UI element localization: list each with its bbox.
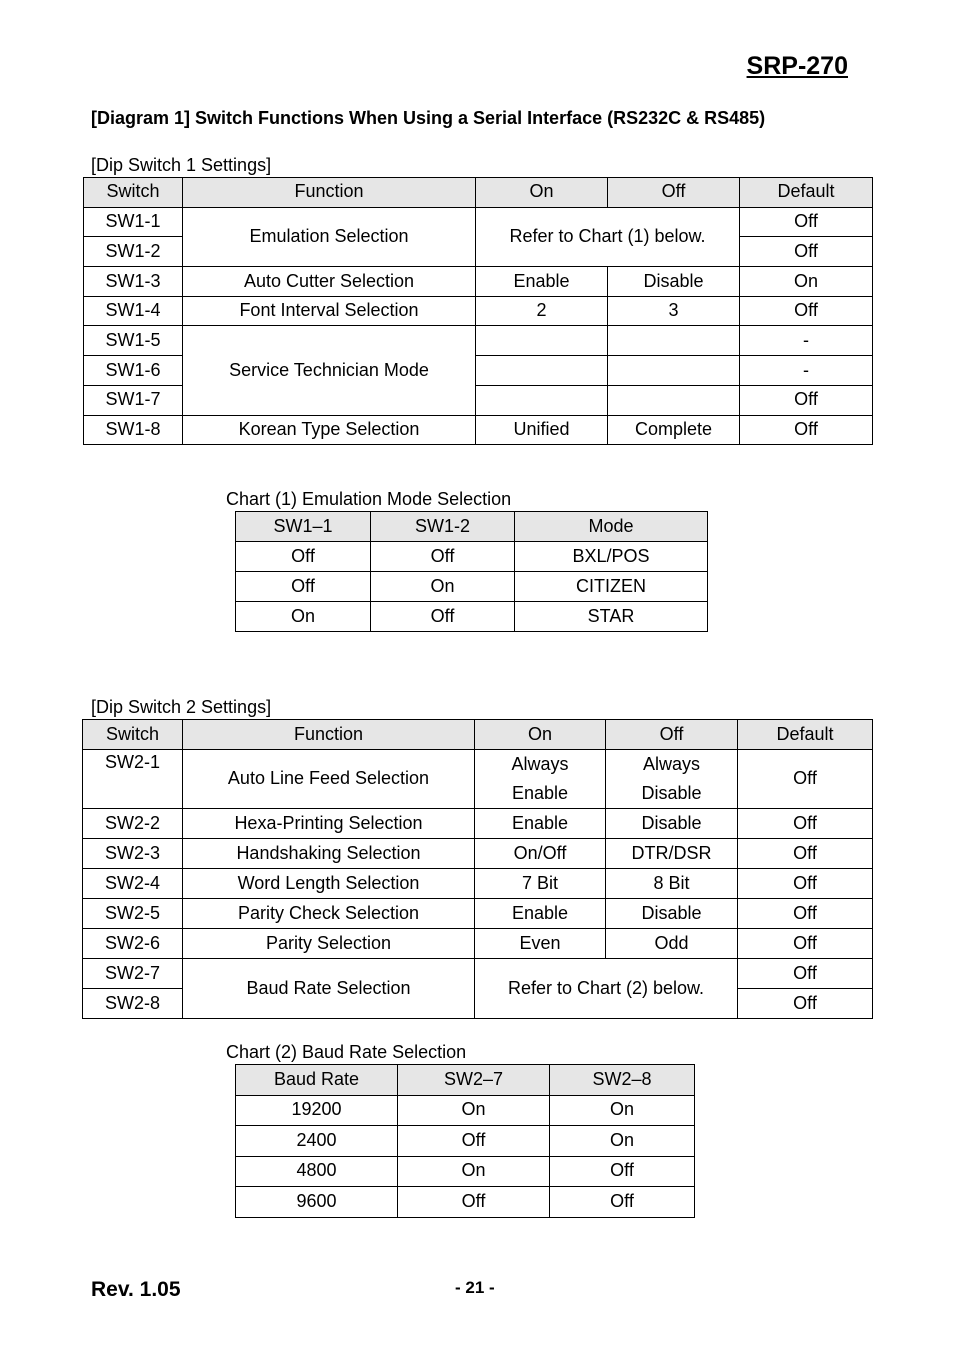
header-cell: Off bbox=[606, 720, 738, 750]
diagram-title: [Diagram 1] Switch Functions When Using a Serial Interface (RS232C & RS485) bbox=[91, 108, 766, 128]
on-cell bbox=[476, 385, 608, 415]
table-row bbox=[83, 929, 873, 959]
table-header-row bbox=[236, 1065, 695, 1096]
table-cell: 4800 bbox=[236, 1156, 398, 1187]
switch-cell: SW2-1 bbox=[83, 750, 183, 809]
table-cell: BXL/POS bbox=[515, 542, 708, 572]
header-cell: SW1-2 bbox=[371, 512, 515, 542]
switch-cell: SW1-3 bbox=[84, 267, 183, 297]
default-cell: Off bbox=[738, 959, 873, 989]
table-cell: Off bbox=[398, 1187, 550, 1218]
header-cell: Baud Rate bbox=[236, 1065, 398, 1096]
function-cell: Auto Line Feed Selection bbox=[183, 750, 475, 809]
function-cell: Service Technician Mode bbox=[183, 326, 476, 415]
switch-cell: SW2-6 bbox=[83, 929, 183, 959]
refer-cell: Refer to Chart (2) below. bbox=[475, 959, 738, 1019]
off-cell: 3 bbox=[608, 296, 740, 326]
header-cell: Off bbox=[608, 178, 740, 208]
table-cell: 2400 bbox=[236, 1126, 398, 1157]
model-title: SRP-270 bbox=[746, 52, 848, 80]
off-cell: Odd bbox=[606, 929, 738, 959]
on-cell: Even bbox=[475, 929, 606, 959]
default-cell: Off bbox=[740, 237, 873, 267]
default-cell: Off bbox=[740, 385, 873, 415]
table-cell: Off bbox=[236, 572, 371, 602]
switch-cell: SW2-3 bbox=[83, 839, 183, 869]
table-cell: 9600 bbox=[236, 1187, 398, 1218]
switch-cell: SW1-7 bbox=[84, 385, 183, 415]
switch-cell: SW1-5 bbox=[84, 326, 183, 356]
table-row bbox=[236, 1095, 695, 1126]
header-cell: Mode bbox=[515, 512, 708, 542]
table-cell: 19200 bbox=[236, 1095, 398, 1126]
table-cell: STAR bbox=[515, 602, 708, 632]
table-header-row bbox=[236, 512, 708, 542]
switch-cell: SW1-6 bbox=[84, 356, 183, 386]
chart2-caption: Chart (2) Baud Rate Selection bbox=[226, 1042, 467, 1062]
table-cell: Off bbox=[398, 1126, 550, 1157]
on-cell: Enable bbox=[476, 267, 608, 297]
table-cell: CITIZEN bbox=[515, 572, 708, 602]
on-line-2: Enable bbox=[511, 783, 569, 803]
default-cell: Off bbox=[740, 207, 873, 237]
header-cell: SW2–7 bbox=[398, 1065, 550, 1096]
off-cell bbox=[608, 326, 740, 356]
off-cell: DTR/DSR bbox=[606, 839, 738, 869]
table-cell: On bbox=[398, 1095, 550, 1126]
table-cell: On bbox=[550, 1095, 695, 1126]
table-cell: On bbox=[236, 602, 371, 632]
chart2-table bbox=[235, 1064, 695, 1218]
default-cell: Off bbox=[738, 929, 873, 959]
on-cell: Enable bbox=[475, 809, 606, 839]
default-cell: Off bbox=[738, 839, 873, 869]
table-row bbox=[236, 572, 708, 602]
switch-cell: SW2-7 bbox=[83, 959, 183, 989]
header-cell: Function bbox=[183, 720, 475, 750]
off-line-1: Always bbox=[642, 754, 700, 774]
off-cell: Complete bbox=[608, 415, 740, 445]
table-header-row bbox=[84, 178, 873, 208]
on-cell: 2 bbox=[476, 296, 608, 326]
table-row bbox=[83, 899, 873, 929]
default-cell: Off bbox=[740, 296, 873, 326]
function-cell: Auto Cutter Selection bbox=[183, 267, 476, 297]
on-line-1: Always bbox=[511, 754, 569, 774]
switch-cell: SW2-4 bbox=[83, 869, 183, 899]
function-cell: Hexa-Printing Selection bbox=[183, 809, 475, 839]
default-cell: Off bbox=[738, 899, 873, 929]
table-cell: Off bbox=[550, 1156, 695, 1187]
default-cell: On bbox=[740, 267, 873, 297]
default-cell: Off bbox=[738, 809, 873, 839]
off-cell: Disable bbox=[608, 267, 740, 297]
default-cell: Off bbox=[738, 869, 873, 899]
header-cell: Default bbox=[738, 720, 873, 750]
table-row bbox=[83, 959, 873, 989]
on-cell: 7 Bit bbox=[475, 869, 606, 899]
dip2-table bbox=[82, 719, 873, 1019]
on-cell bbox=[475, 750, 606, 809]
function-cell: Baud Rate Selection bbox=[183, 959, 475, 1019]
on-cell bbox=[476, 326, 608, 356]
table-cell: Off bbox=[550, 1187, 695, 1218]
default-cell: Off bbox=[738, 989, 873, 1019]
on-cell: On/Off bbox=[475, 839, 606, 869]
header-cell: On bbox=[476, 178, 608, 208]
table-cell: On bbox=[371, 572, 515, 602]
table-row bbox=[83, 809, 873, 839]
table-row bbox=[83, 839, 873, 869]
header-cell: SW2–8 bbox=[550, 1065, 695, 1096]
switch-cell: SW2-2 bbox=[83, 809, 183, 839]
header-cell: Default bbox=[740, 178, 873, 208]
table-row bbox=[84, 326, 873, 356]
default-cell: Off bbox=[738, 750, 873, 809]
table-cell: On bbox=[550, 1126, 695, 1157]
chart1-table bbox=[235, 511, 708, 632]
switch-cell: SW2-5 bbox=[83, 899, 183, 929]
table-row bbox=[236, 602, 708, 632]
off-cell bbox=[606, 750, 738, 809]
on-cell bbox=[476, 356, 608, 386]
on-cell: Enable bbox=[475, 899, 606, 929]
table-row bbox=[84, 267, 873, 297]
header-cell: Switch bbox=[84, 178, 183, 208]
function-cell: Korean Type Selection bbox=[183, 415, 476, 445]
table-cell: Off bbox=[371, 542, 515, 572]
header-cell: Function bbox=[183, 178, 476, 208]
dip2-caption: [Dip Switch 2 Settings] bbox=[91, 697, 272, 717]
function-cell: Font Interval Selection bbox=[183, 296, 476, 326]
table-cell: Off bbox=[371, 602, 515, 632]
refer-cell: Refer to Chart (1) below. bbox=[476, 207, 740, 266]
function-cell: Emulation Selection bbox=[183, 207, 476, 266]
off-cell bbox=[608, 356, 740, 386]
header-cell: Switch bbox=[83, 720, 183, 750]
table-cell: On bbox=[398, 1156, 550, 1187]
function-cell: Parity Selection bbox=[183, 929, 475, 959]
chart1-caption: Chart (1) Emulation Mode Selection bbox=[226, 489, 512, 509]
header-cell: SW1–1 bbox=[236, 512, 371, 542]
switch-cell: SW2-8 bbox=[83, 989, 183, 1019]
off-cell bbox=[608, 385, 740, 415]
table-row bbox=[84, 296, 873, 326]
default-cell: - bbox=[740, 326, 873, 356]
dip1-table bbox=[83, 177, 873, 445]
function-cell: Parity Check Selection bbox=[183, 899, 475, 929]
off-cell: 8 Bit bbox=[606, 869, 738, 899]
dip1-caption: [Dip Switch 1 Settings] bbox=[91, 155, 272, 175]
revision-label: Rev. 1.05 bbox=[91, 1278, 181, 1301]
table-cell: Off bbox=[236, 542, 371, 572]
table-row bbox=[84, 207, 873, 237]
table-row bbox=[83, 869, 873, 899]
switch-cell: SW1-8 bbox=[84, 415, 183, 445]
table-row bbox=[236, 1187, 695, 1218]
page-number: - 21 - bbox=[455, 1278, 495, 1297]
off-cell: Disable bbox=[606, 899, 738, 929]
off-cell: Disable bbox=[606, 809, 738, 839]
table-row bbox=[236, 1156, 695, 1187]
function-cell: Word Length Selection bbox=[183, 869, 475, 899]
table-row bbox=[84, 415, 873, 445]
function-cell: Handshaking Selection bbox=[183, 839, 475, 869]
table-header-row bbox=[83, 720, 873, 750]
default-cell: Off bbox=[740, 415, 873, 445]
off-line-2: Disable bbox=[641, 783, 702, 803]
switch-cell: SW1-1 bbox=[84, 207, 183, 237]
default-cell: - bbox=[740, 356, 873, 386]
on-cell: Unified bbox=[476, 415, 608, 445]
table-row bbox=[236, 542, 708, 572]
header-cell: On bbox=[475, 720, 606, 750]
switch-cell: SW1-4 bbox=[84, 296, 183, 326]
table-row bbox=[83, 750, 873, 809]
switch-cell: SW1-2 bbox=[84, 237, 183, 267]
table-row bbox=[236, 1126, 695, 1157]
